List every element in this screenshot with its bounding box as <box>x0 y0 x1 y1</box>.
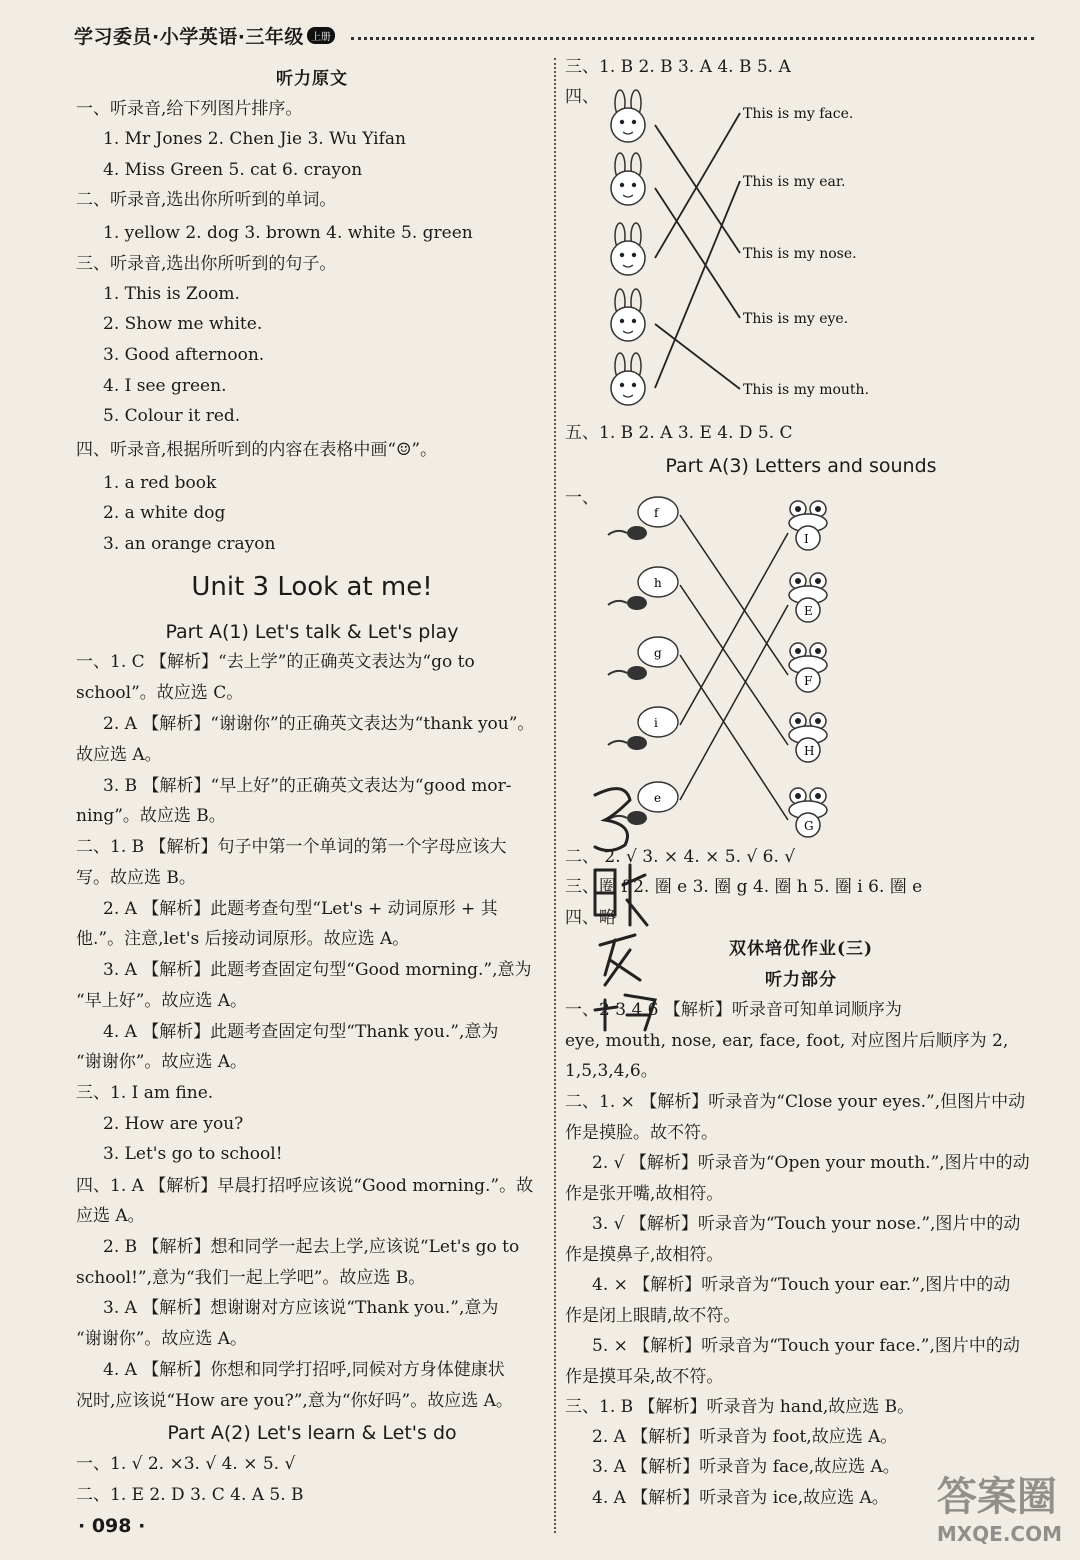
rabbit-icon <box>611 353 645 405</box>
right-line: 4. A 【解析】听录音为 ice,故应选 A。 <box>592 1488 889 1508</box>
match-sentence: This is my face. <box>743 106 854 122</box>
right-line: 4. × 【解析】听录音为“Touch your ear.”,图片中的动 <box>592 1275 1011 1295</box>
tadpole-tail <box>608 671 627 675</box>
frog-pupil <box>795 648 801 654</box>
left-line: 4. A 【解析】此题考查固定句型“Thank you.”,意为 <box>103 1022 499 1042</box>
frog-icon <box>789 713 827 762</box>
frog-pupil <box>815 718 821 724</box>
match-sentence: This is my nose. <box>743 246 857 262</box>
left-line: 4. A 【解析】你想和同学打招呼,同候对方身体健康状 <box>103 1360 505 1380</box>
match-line <box>655 125 740 253</box>
rabbit-eye <box>620 319 624 323</box>
frog-icon <box>789 788 827 837</box>
left-line: 1. Mr Jones 2. Chen Jie 3. Wu Yifan <box>103 129 406 149</box>
watermark <box>937 1465 1062 1546</box>
frog-letter: I <box>804 532 809 546</box>
left-line: 二、1. E 2. D 3. C 4. A 5. B <box>76 1485 304 1505</box>
right-line: 作是摸脸。故不符。 <box>565 1123 718 1143</box>
handwriting-scribble <box>575 775 665 1035</box>
right-line: Part A(3) Letters and sounds <box>665 455 937 477</box>
tadpole-tail <box>608 741 627 745</box>
right-line: 二、 2. √ 3. × 4. × 5. √ 6. √ <box>565 847 796 867</box>
left-line: 5. Colour it red. <box>103 406 241 426</box>
left-line: Part A(1) Let's talk & Let's play <box>165 621 459 643</box>
left-line: 他.”。注意,let's 后接动词原形。故应选 A。 <box>76 929 410 949</box>
right-line: 三、圈 f 2. 圈 e 3. 圈 g 4. 圈 h 5. 圈 i 6. 圈 e <box>565 877 923 897</box>
rabbit-eye <box>632 319 636 323</box>
frog-icon <box>789 501 827 550</box>
tadpole-body <box>627 666 647 680</box>
right-line: 三、1. B 2. B 3. A 4. B 5. A <box>565 57 791 77</box>
tadpole-icon <box>608 497 678 540</box>
match-sentence: This is my eye. <box>743 311 849 327</box>
left-line: 写。故应选 B。 <box>76 868 196 888</box>
left-line: 三、听录音,选出你所听到的句子。 <box>76 254 337 274</box>
left-line: 3. Let's go to school! <box>103 1144 283 1164</box>
tadpole-body <box>627 596 647 610</box>
rabbit-eye <box>620 253 624 257</box>
rabbit-eye <box>620 183 624 187</box>
right-line: eye, mouth, nose, ear, face, foot, 对应图片后顺序为 2, <box>565 1031 1009 1051</box>
right-line: 四、略 <box>565 908 616 928</box>
frog-letter: F <box>804 674 813 688</box>
right-line: 3. √ 【解析】听录音为“Touch your nose.”,图片中的动 <box>592 1214 1021 1234</box>
rabbit-head <box>611 307 645 341</box>
frog-icon <box>789 573 827 622</box>
frog-pupil <box>795 578 801 584</box>
frog-pupil <box>795 506 801 512</box>
rabbit-eye <box>632 383 636 387</box>
left-line: 2. How are you? <box>103 1114 244 1134</box>
right-line: 2. A 【解析】听录音为 foot,故应选 A。 <box>592 1427 898 1447</box>
match-sentence: This is my ear. <box>743 174 846 190</box>
frog-letter: G <box>804 819 814 833</box>
left-line: 应选 A。 <box>76 1206 145 1226</box>
left-line: 2. A 【解析】“谢谢你”的正确英文表达为“thank you”。 <box>103 714 535 734</box>
rabbit-head <box>611 171 645 205</box>
left-line: “谢谢你”。故应选 A。 <box>76 1052 248 1072</box>
right-line: 一、2 3 4 6 【解析】听录音可知单词顺序为 <box>565 1000 902 1020</box>
tadpole-body <box>627 736 647 750</box>
match-line <box>655 113 740 258</box>
rabbit-icon <box>611 289 645 341</box>
left-line: 四、听录音,根据所听到的内容在表格中画“☺”。 <box>76 440 438 460</box>
left-line: 二、1. B 【解析】句子中第一个单词的第一个字母应该大 <box>76 837 507 857</box>
left-line: 1. a red book <box>103 473 217 493</box>
watermark-logo: 答案圈 <box>936 1474 1057 1520</box>
left-line: school”。故应选 C。 <box>76 683 244 703</box>
left-line: 2. a white dog <box>103 503 226 523</box>
left-line: 1. yellow 2. dog 3. brown 4. white 5. green <box>103 223 473 243</box>
tadpole-letter: e <box>654 791 662 805</box>
left-line: 2. B 【解析】想和同学一起去上学,应该说“Let's go to <box>103 1237 520 1257</box>
rabbit-icon <box>611 223 645 275</box>
frog-pupil <box>815 793 821 799</box>
frog-pupil <box>795 793 801 799</box>
rabbit-eye <box>632 253 636 257</box>
match-line <box>655 188 740 318</box>
left-line: school!”,意为“我们一起上学吧”。故应选 B。 <box>76 1268 426 1288</box>
left-line: 听力原文 <box>276 69 348 89</box>
tadpole-tail <box>608 601 627 605</box>
tadpole-icon <box>608 707 678 750</box>
tadpole-letter: g <box>654 646 662 660</box>
right-line: 二、1. × 【解析】听录音为“Close your eyes.”,但图片中动 <box>565 1092 1026 1112</box>
tadpole-icon <box>608 567 678 610</box>
rabbit-icon <box>611 90 645 142</box>
left-line: 4. I see green. <box>103 376 227 396</box>
frog-letter: H <box>804 744 815 758</box>
rabbit-head <box>611 108 645 142</box>
left-line: 4. Miss Green 5. cat 6. crayon <box>103 160 363 180</box>
left-line: 3. Good afternoon. <box>103 345 265 365</box>
watermark-url: MXQE.COM <box>936 1522 1062 1546</box>
left-line: 3. A 【解析】想谢谢对方应该说“Thank you.”,意为 <box>103 1298 499 1318</box>
left-line: ning”。故应选 B。 <box>76 806 226 826</box>
tadpole-body <box>627 526 647 540</box>
match-line <box>680 533 788 725</box>
frog-icon <box>789 643 827 692</box>
left-line: 2. A 【解析】此题考查句型“Let's + 动词原形 + 其 <box>103 899 498 919</box>
rabbit-eye <box>620 383 624 387</box>
match-sentence: This is my mouth. <box>743 382 870 398</box>
left-line: Unit 3 Look at me! <box>191 572 433 602</box>
header-title: 学习委员·小学英语·三年级 <box>74 25 304 48</box>
left-line: 一、1. C 【解析】“去上学”的正确英文表达为“go to <box>76 652 475 672</box>
tadpole-letter: i <box>654 716 658 730</box>
left-line: “早上好”。故应选 A。 <box>76 991 248 1011</box>
frog-pupil <box>795 718 801 724</box>
match-line <box>680 605 788 800</box>
right-line: 3. A 【解析】听录音为 face,故应选 A。 <box>592 1457 900 1477</box>
right-line: 1,5,3,4,6。 <box>565 1061 658 1081</box>
tadpole-icon <box>608 637 678 680</box>
right-line: 听力部分 <box>765 970 837 990</box>
left-line: 3. an orange crayon <box>103 534 276 554</box>
match-line <box>680 655 788 820</box>
right-line: 四、 <box>565 87 599 107</box>
frog-pupil <box>815 578 821 584</box>
letter-bubble <box>638 707 678 737</box>
frog-pupil <box>815 506 821 512</box>
rabbit-eye <box>632 120 636 124</box>
right-line: 作是摸鼻子,故相符。 <box>565 1245 724 1265</box>
left-line: 三、1. I am fine. <box>76 1083 214 1103</box>
tadpole-tail <box>608 531 627 535</box>
left-line: 况时,应该说“How are you?”,意为“你好吗”。故应选 A。 <box>76 1391 513 1411</box>
right-line: 5. × 【解析】听录音为“Touch your face.”,图片中的动 <box>592 1336 1020 1356</box>
rabbit-eye <box>620 120 624 124</box>
right-line: 一、 <box>565 488 599 508</box>
tadpole-letter: h <box>654 576 662 590</box>
left-line: Part A(2) Let's learn & Let's do <box>167 1422 457 1444</box>
tadpole-letter: f <box>654 506 659 520</box>
match-line <box>680 585 788 745</box>
left-line: 1. This is Zoom. <box>103 284 240 304</box>
left-line: 2. Show me white. <box>103 314 263 334</box>
right-line: 双休培优作业(三) <box>728 939 874 959</box>
right-line: 作是闭上眼睛,故不符。 <box>565 1306 741 1326</box>
rabbit-eye <box>632 183 636 187</box>
left-line: 故应选 A。 <box>76 745 162 765</box>
frog-pupil <box>815 648 821 654</box>
right-line: 作是张开嘴,故相符。 <box>565 1184 724 1204</box>
right-line: 2. √ 【解析】听录音为“Open your mouth.”,图片中的动 <box>592 1153 1030 1173</box>
left-line: 二、听录音,选出你所听到的单词。 <box>76 190 337 210</box>
left-line: 一、1. √ 2. ×3. √ 4. × 5. √ <box>76 1454 296 1474</box>
rabbit-head <box>611 241 645 275</box>
right-line: 作是摸耳朵,故不符。 <box>565 1367 724 1387</box>
right-line: 三、1. B 【解析】听录音为 hand,故应选 B。 <box>565 1397 915 1417</box>
left-line: 四、1. A 【解析】早晨打招呼应该说“Good morning.”。故 <box>76 1176 534 1196</box>
left-line: 3. B 【解析】“早上好”的正确英文表达为“good mor- <box>103 776 512 796</box>
frog-letter: E <box>804 604 813 618</box>
left-line: 一、听录音,给下列图片排序。 <box>76 99 303 119</box>
match-line <box>680 515 788 675</box>
header-badge: 上册 <box>307 27 335 44</box>
left-line: “谢谢你”。故应选 A。 <box>76 1329 248 1349</box>
rabbit-icon <box>611 153 645 205</box>
rabbit-head <box>611 371 645 405</box>
left-line: 3. A 【解析】此题考查固定句型“Good morning.”,意为 <box>103 960 532 980</box>
page-number: · 098 · <box>78 1515 146 1537</box>
right-line: 五、1. B 2. A 3. E 4. D 5. C <box>565 423 793 443</box>
